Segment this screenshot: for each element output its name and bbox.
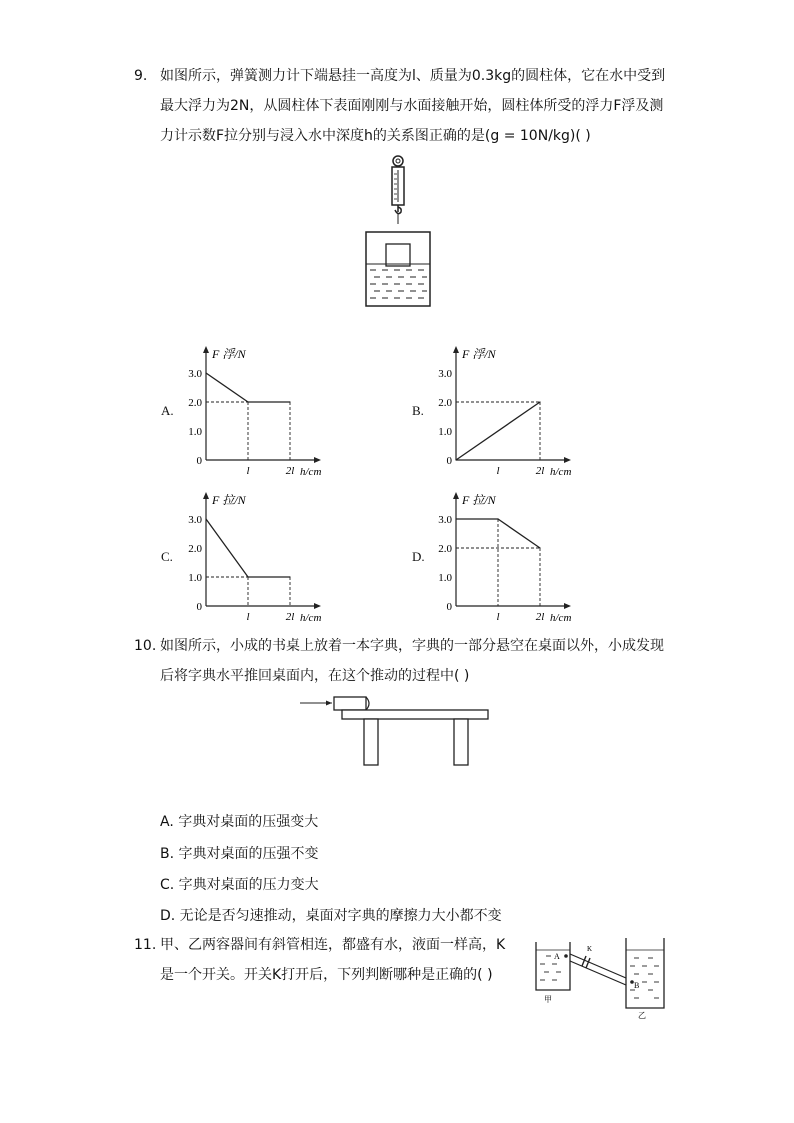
y-tick-label: 3.0 <box>438 514 452 526</box>
scale-ring-inner <box>396 159 400 163</box>
data-point <box>289 576 290 577</box>
series-line <box>206 519 290 577</box>
y-tick-label: 1.0 <box>438 572 452 584</box>
x-axis-label: h/cm <box>550 466 572 478</box>
x-tick-label: 2l <box>535 465 545 477</box>
y-tick-label: 3.0 <box>188 514 202 526</box>
y-axis-arrow <box>203 492 209 499</box>
data-point <box>289 401 290 402</box>
y-axis-label: F 浮/N <box>462 347 496 361</box>
y-axis-label: F 拉/N <box>462 493 496 507</box>
data-point <box>205 518 206 519</box>
container-left <box>536 942 570 990</box>
series-line <box>456 519 540 548</box>
option-d-label: D. <box>412 549 425 564</box>
series-line <box>206 373 290 402</box>
beaker <box>366 232 430 306</box>
x-axis-label: h/cm <box>300 612 322 624</box>
scale-ring <box>393 156 403 166</box>
x-tick-label: 2l <box>535 611 545 623</box>
q10-option-a[interactable]: A. 字典对桌面的压强变大 <box>160 814 319 830</box>
dictionary <box>334 697 366 710</box>
question-11-line-1: 甲、乙两容器间有斜管相连，都盛有水，液面一样高，K <box>160 937 506 953</box>
question-11-line-2: 是一个开关。开关K打开后，下列判断哪种是正确的( ) <box>160 967 493 983</box>
desk-dictionary-figure <box>296 694 496 770</box>
x-tick-label: l <box>496 611 500 623</box>
question-9-line-1: 如图所示，弹簧测力计下端悬挂一高度为l、质量为0.3kg的圆柱体，它在水中受到 <box>160 68 666 84</box>
water-dashes-right <box>630 958 659 998</box>
question-9-line-2: 最大浮力为2N，从圆柱体下表面刚刚与水面接触开始，圆柱体所受的浮力F浮及测 <box>160 98 664 114</box>
x-tick-label: l <box>246 611 250 623</box>
chart-option-c <box>178 486 348 626</box>
container-left-label: 甲 <box>544 995 552 1004</box>
y-tick-label: 1.0 <box>188 572 202 584</box>
scale-hook <box>395 205 401 214</box>
container-right-label: 乙 <box>638 1011 646 1020</box>
spring-scale-figure <box>360 152 440 312</box>
push-arrow-head <box>326 701 332 706</box>
x-axis-arrow <box>564 457 571 463</box>
cylinder-block <box>386 244 410 266</box>
series-line <box>456 402 540 460</box>
data-point <box>247 401 248 402</box>
question-9-number: 9. <box>134 68 148 84</box>
y-axis-label: F 浮/N <box>212 347 246 361</box>
x-axis-label: h/cm <box>300 466 322 478</box>
y-axis-arrow <box>453 492 459 499</box>
chart-option-b <box>428 340 598 480</box>
desk-leg-right <box>454 719 468 765</box>
point-a-dot <box>564 954 568 958</box>
x-axis-arrow <box>314 457 321 463</box>
question-10-line-2: 后将字典水平推回桌面内，在这个推动的过程中( ) <box>160 668 470 684</box>
y-axis-arrow <box>453 346 459 353</box>
q10-option-c[interactable]: C. 字典对桌面的压力变大 <box>160 877 319 893</box>
y-tick-label: 0 <box>446 455 452 467</box>
data-point <box>455 518 456 519</box>
y-tick-label: 2.0 <box>188 397 202 409</box>
question-11-number: 11. <box>134 937 157 953</box>
x-axis-arrow <box>314 603 321 609</box>
y-tick-label: 0 <box>446 601 452 613</box>
y-tick-label: 1.0 <box>438 426 452 438</box>
tube-bottom <box>570 961 626 985</box>
chart-option-a <box>178 340 348 480</box>
connected-containers-figure <box>530 934 670 1020</box>
y-tick-label: 3.0 <box>438 368 452 380</box>
y-tick-label: 2.0 <box>188 543 202 555</box>
tube-top <box>570 954 626 978</box>
x-tick-label: 2l <box>285 611 295 623</box>
option-a-label: A. <box>161 403 174 418</box>
point-a-label: A <box>554 952 560 961</box>
q10-option-d[interactable]: D. 无论是否匀速推动，桌面对字典的摩擦力大小都不变 <box>160 908 502 924</box>
y-tick-label: 1.0 <box>188 426 202 438</box>
x-axis-arrow <box>564 603 571 609</box>
valve-k-2 <box>586 958 590 968</box>
y-tick-label: 3.0 <box>188 368 202 380</box>
y-tick-label: 0 <box>196 455 202 467</box>
option-b-label: B. <box>412 403 424 418</box>
x-axis-label: h/cm <box>550 612 572 624</box>
x-tick-label: l <box>496 465 500 477</box>
data-point <box>497 518 498 519</box>
valve-k-label: K <box>587 945 593 953</box>
option-c-label: C. <box>161 549 173 564</box>
chart-option-d <box>428 486 598 626</box>
y-tick-label: 0 <box>196 601 202 613</box>
desk-leg-left <box>364 719 378 765</box>
desk-top <box>342 710 488 719</box>
y-axis-arrow <box>203 346 209 353</box>
data-point <box>539 547 540 548</box>
y-tick-label: 2.0 <box>438 543 452 555</box>
y-axis-label: F 拉/N <box>212 493 246 507</box>
y-tick-label: 2.0 <box>438 397 452 409</box>
point-b-label: B <box>634 981 640 990</box>
water-dashes <box>370 270 427 298</box>
question-9-line-3: 力计示数F拉分别与浸入水中深度h的关系图正确的是(g = 10N/kg)( ) <box>160 128 591 144</box>
question-10-line-1: 如图所示，小成的书桌上放着一本字典，字典的一部分悬空在桌面以外，小成发现 <box>160 638 664 654</box>
question-10-number: 10. <box>134 638 157 654</box>
data-point <box>539 401 540 402</box>
container-right <box>626 938 664 1008</box>
data-point <box>455 459 456 460</box>
q10-option-b[interactable]: B. 字典对桌面的压强不变 <box>160 846 319 862</box>
x-tick-label: 2l <box>285 465 295 477</box>
data-point <box>205 372 206 373</box>
data-point <box>247 576 248 577</box>
x-tick-label: l <box>246 465 250 477</box>
